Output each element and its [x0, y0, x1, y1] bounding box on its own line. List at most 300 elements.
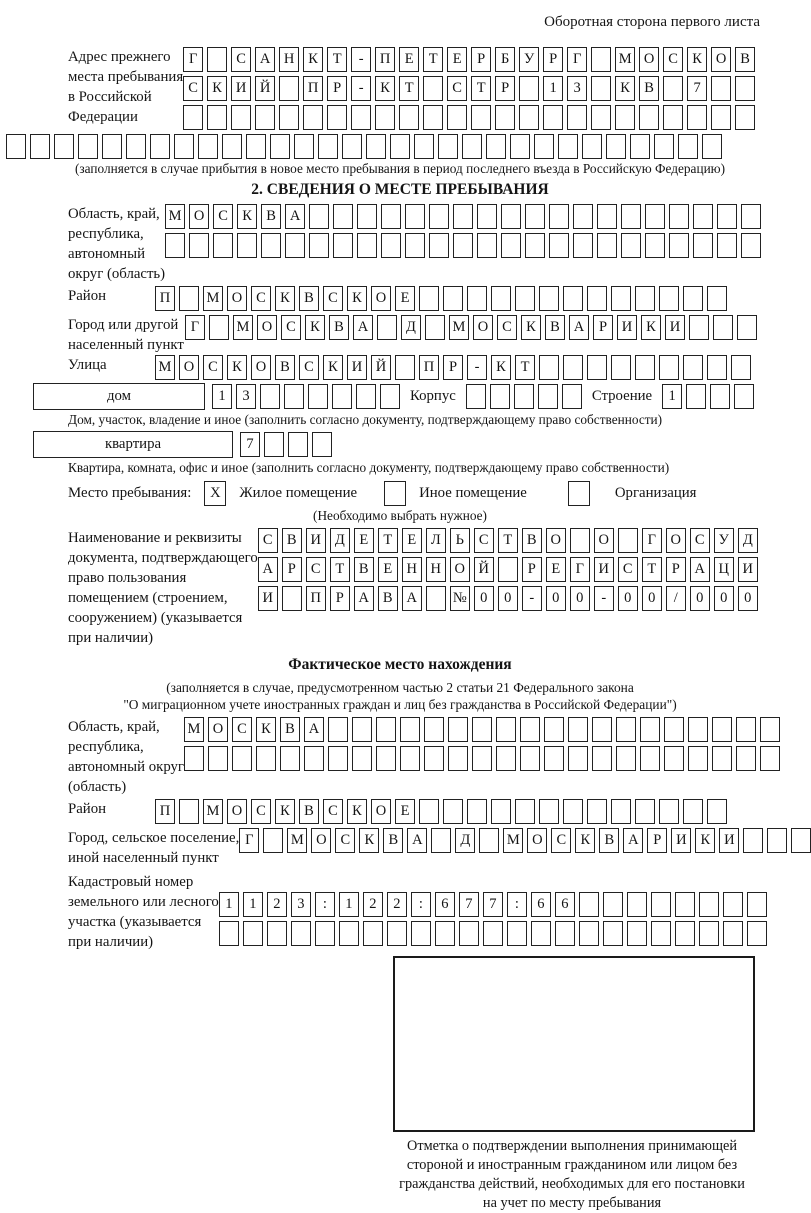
char-box[interactable]	[669, 204, 689, 229]
char-box[interactable]: И	[738, 557, 758, 582]
char-box[interactable]: И	[347, 355, 367, 380]
char-box[interactable]	[425, 315, 445, 340]
char-box[interactable]: 6	[531, 892, 551, 917]
char-box[interactable]	[30, 134, 50, 159]
char-box[interactable]	[664, 746, 684, 771]
char-box[interactable]	[477, 204, 497, 229]
char-box[interactable]	[363, 921, 383, 946]
char-box[interactable]	[426, 586, 446, 611]
char-box[interactable]: Р	[282, 557, 302, 582]
char-box[interactable]	[563, 355, 583, 380]
char-box[interactable]: А	[690, 557, 710, 582]
char-box[interactable]: К	[347, 799, 367, 824]
char-box[interactable]: С	[447, 76, 467, 101]
char-box[interactable]	[209, 315, 229, 340]
char-box[interactable]: А	[304, 717, 324, 742]
char-box[interactable]	[723, 921, 743, 946]
char-box[interactable]	[651, 921, 671, 946]
char-box[interactable]	[693, 233, 713, 258]
char-box[interactable]	[591, 47, 611, 72]
char-box[interactable]: В	[378, 586, 398, 611]
char-box[interactable]	[597, 204, 617, 229]
char-box[interactable]: 0	[498, 586, 518, 611]
char-box[interactable]: О	[208, 717, 228, 742]
char-box[interactable]	[659, 286, 679, 311]
char-box[interactable]	[563, 286, 583, 311]
char-box[interactable]: М	[184, 717, 204, 742]
char-box[interactable]: К	[615, 76, 635, 101]
char-box[interactable]	[303, 105, 323, 130]
char-box[interactable]	[395, 355, 415, 380]
char-box[interactable]	[611, 799, 631, 824]
char-box[interactable]	[419, 799, 439, 824]
char-box[interactable]	[686, 384, 706, 409]
char-box[interactable]: Д	[401, 315, 421, 340]
char-box[interactable]: Т	[423, 47, 443, 72]
char-box[interactable]: М	[203, 286, 223, 311]
char-box[interactable]: Р	[327, 76, 347, 101]
char-box[interactable]: П	[303, 76, 323, 101]
char-box[interactable]	[760, 717, 780, 742]
char-box[interactable]: С	[618, 557, 638, 582]
char-box[interactable]	[390, 134, 410, 159]
char-box[interactable]	[246, 134, 266, 159]
char-box[interactable]: М	[233, 315, 253, 340]
char-box[interactable]	[435, 921, 455, 946]
char-box[interactable]: К	[275, 286, 295, 311]
char-box[interactable]: О	[666, 528, 686, 553]
char-box[interactable]	[423, 105, 443, 130]
checkbox-organization[interactable]	[568, 481, 590, 506]
char-box[interactable]: П	[419, 355, 439, 380]
char-box[interactable]: И	[231, 76, 251, 101]
char-box[interactable]: Т	[498, 528, 518, 553]
char-box[interactable]: А	[623, 828, 643, 853]
char-box[interactable]	[683, 286, 703, 311]
char-box[interactable]	[405, 233, 425, 258]
char-box[interactable]: 3	[236, 384, 256, 409]
char-box[interactable]: И	[594, 557, 614, 582]
char-box[interactable]: С	[299, 355, 319, 380]
char-box[interactable]	[423, 76, 443, 101]
char-box[interactable]: -	[522, 586, 542, 611]
char-box[interactable]	[282, 586, 302, 611]
char-box[interactable]: М	[503, 828, 523, 853]
char-box[interactable]	[219, 921, 239, 946]
char-box[interactable]	[376, 746, 396, 771]
char-box[interactable]: О	[311, 828, 331, 853]
char-box[interactable]	[267, 921, 287, 946]
char-box[interactable]	[525, 233, 545, 258]
char-box[interactable]: А	[255, 47, 275, 72]
char-box[interactable]	[558, 134, 578, 159]
char-box[interactable]	[237, 233, 257, 258]
char-box[interactable]	[645, 204, 665, 229]
char-box[interactable]: 0	[570, 586, 590, 611]
char-box[interactable]	[256, 746, 276, 771]
char-box[interactable]: В	[275, 355, 295, 380]
char-box[interactable]	[507, 921, 527, 946]
char-box[interactable]	[635, 286, 655, 311]
char-box[interactable]: В	[599, 828, 619, 853]
char-box[interactable]	[222, 134, 242, 159]
char-box[interactable]: С	[323, 286, 343, 311]
char-box[interactable]: Т	[471, 76, 491, 101]
char-box[interactable]	[54, 134, 74, 159]
char-box[interactable]: С	[335, 828, 355, 853]
char-box[interactable]: О	[251, 355, 271, 380]
char-box[interactable]	[767, 828, 787, 853]
char-box[interactable]	[627, 921, 647, 946]
char-box[interactable]	[400, 746, 420, 771]
char-box[interactable]: У	[519, 47, 539, 72]
char-box[interactable]	[232, 746, 252, 771]
char-box[interactable]	[438, 134, 458, 159]
char-box[interactable]: Р	[647, 828, 667, 853]
char-box[interactable]: О	[179, 355, 199, 380]
char-box[interactable]: О	[594, 528, 614, 553]
char-box[interactable]: 3	[291, 892, 311, 917]
char-box[interactable]	[711, 76, 731, 101]
char-box[interactable]: 0	[474, 586, 494, 611]
char-box[interactable]	[448, 746, 468, 771]
char-box[interactable]	[520, 746, 540, 771]
char-box[interactable]	[713, 315, 733, 340]
char-box[interactable]: В	[639, 76, 659, 101]
char-box[interactable]: В	[383, 828, 403, 853]
char-box[interactable]	[689, 315, 709, 340]
char-box[interactable]: И	[719, 828, 739, 853]
char-box[interactable]	[207, 105, 227, 130]
char-box[interactable]	[573, 204, 593, 229]
char-box[interactable]	[213, 233, 233, 258]
char-box[interactable]	[683, 355, 703, 380]
char-box[interactable]	[381, 233, 401, 258]
char-box[interactable]: 0	[690, 586, 710, 611]
char-box[interactable]	[231, 105, 251, 130]
char-box[interactable]	[544, 746, 564, 771]
char-box[interactable]	[179, 286, 199, 311]
char-box[interactable]	[597, 233, 617, 258]
char-box[interactable]	[150, 134, 170, 159]
char-box[interactable]	[645, 233, 665, 258]
char-box[interactable]: Г	[183, 47, 203, 72]
char-box[interactable]	[539, 799, 559, 824]
char-box[interactable]	[747, 892, 767, 917]
char-box[interactable]: С	[213, 204, 233, 229]
char-box[interactable]: Р	[543, 47, 563, 72]
char-box[interactable]: Р	[593, 315, 613, 340]
char-box[interactable]: М	[155, 355, 175, 380]
char-box[interactable]: М	[287, 828, 307, 853]
char-box[interactable]: О	[546, 528, 566, 553]
char-box[interactable]	[678, 134, 698, 159]
char-box[interactable]: А	[354, 586, 374, 611]
char-box[interactable]	[357, 233, 377, 258]
char-box[interactable]	[270, 134, 290, 159]
char-box[interactable]: Т	[399, 76, 419, 101]
char-box[interactable]	[352, 717, 372, 742]
char-box[interactable]	[309, 204, 329, 229]
char-box[interactable]	[304, 746, 324, 771]
char-box[interactable]	[734, 384, 754, 409]
char-box[interactable]	[279, 76, 299, 101]
char-box[interactable]: О	[371, 799, 391, 824]
char-box[interactable]	[356, 384, 376, 409]
char-box[interactable]	[431, 828, 451, 853]
char-box[interactable]: О	[189, 204, 209, 229]
char-box[interactable]: :	[315, 892, 335, 917]
char-box[interactable]: Й	[255, 76, 275, 101]
char-box[interactable]	[453, 233, 473, 258]
char-box[interactable]	[183, 105, 203, 130]
char-box[interactable]	[387, 921, 407, 946]
char-box[interactable]: М	[615, 47, 635, 72]
char-box[interactable]: У	[714, 528, 734, 553]
char-box[interactable]	[736, 746, 756, 771]
char-box[interactable]: О	[450, 557, 470, 582]
char-box[interactable]	[717, 204, 737, 229]
char-box[interactable]	[544, 717, 564, 742]
char-box[interactable]	[207, 47, 227, 72]
char-box[interactable]	[414, 134, 434, 159]
char-box[interactable]: В	[299, 799, 319, 824]
char-box[interactable]	[592, 717, 612, 742]
char-box[interactable]	[477, 233, 497, 258]
char-box[interactable]: Г	[239, 828, 259, 853]
char-box[interactable]	[515, 799, 535, 824]
char-box[interactable]	[495, 105, 515, 130]
char-box[interactable]	[568, 746, 588, 771]
char-box[interactable]	[333, 233, 353, 258]
char-box[interactable]	[669, 233, 689, 258]
char-box[interactable]	[448, 717, 468, 742]
char-box[interactable]: -	[467, 355, 487, 380]
char-box[interactable]	[496, 717, 516, 742]
char-box[interactable]	[261, 233, 281, 258]
char-box[interactable]	[640, 746, 660, 771]
char-box[interactable]: К	[521, 315, 541, 340]
checkbox-other-premise[interactable]	[384, 481, 406, 506]
char-box[interactable]	[616, 746, 636, 771]
char-box[interactable]	[687, 105, 707, 130]
char-box[interactable]	[736, 717, 756, 742]
char-box[interactable]: Е	[378, 557, 398, 582]
char-box[interactable]	[630, 134, 650, 159]
char-box[interactable]	[699, 921, 719, 946]
char-box[interactable]	[318, 134, 338, 159]
char-box[interactable]	[491, 286, 511, 311]
char-box[interactable]	[683, 799, 703, 824]
char-box[interactable]	[616, 717, 636, 742]
char-box[interactable]: 7	[687, 76, 707, 101]
char-box[interactable]: О	[527, 828, 547, 853]
char-box[interactable]	[285, 233, 305, 258]
char-box[interactable]: С	[690, 528, 710, 553]
char-box[interactable]: С	[251, 286, 271, 311]
char-box[interactable]	[531, 921, 551, 946]
char-box[interactable]	[587, 355, 607, 380]
char-box[interactable]	[399, 105, 419, 130]
char-box[interactable]	[563, 799, 583, 824]
char-box[interactable]	[332, 384, 352, 409]
char-box[interactable]	[380, 384, 400, 409]
char-box[interactable]	[707, 799, 727, 824]
char-box[interactable]	[735, 76, 755, 101]
char-box[interactable]: К	[227, 355, 247, 380]
char-box[interactable]	[555, 921, 575, 946]
char-box[interactable]	[707, 355, 727, 380]
char-box[interactable]: О	[711, 47, 731, 72]
char-box[interactable]	[562, 384, 582, 409]
char-box[interactable]	[735, 105, 755, 130]
char-box[interactable]	[291, 921, 311, 946]
char-box[interactable]	[280, 746, 300, 771]
char-box[interactable]: Е	[395, 799, 415, 824]
char-box[interactable]	[486, 134, 506, 159]
char-box[interactable]	[519, 105, 539, 130]
char-box[interactable]: И	[671, 828, 691, 853]
char-box[interactable]	[737, 315, 757, 340]
char-box[interactable]	[573, 233, 593, 258]
char-box[interactable]: 7	[459, 892, 479, 917]
char-box[interactable]	[6, 134, 26, 159]
char-box[interactable]	[621, 233, 641, 258]
char-box[interactable]	[579, 921, 599, 946]
char-box[interactable]	[466, 384, 486, 409]
char-box[interactable]	[639, 105, 659, 130]
char-box[interactable]: 1	[219, 892, 239, 917]
char-box[interactable]: К	[207, 76, 227, 101]
char-box[interactable]	[520, 717, 540, 742]
char-box[interactable]: П	[306, 586, 326, 611]
char-box[interactable]: Е	[354, 528, 374, 553]
char-box[interactable]	[490, 384, 510, 409]
char-box[interactable]	[651, 892, 671, 917]
char-box[interactable]	[543, 105, 563, 130]
char-box[interactable]	[688, 746, 708, 771]
char-box[interactable]: С	[203, 355, 223, 380]
char-box[interactable]	[405, 204, 425, 229]
char-box[interactable]	[312, 432, 332, 457]
char-box[interactable]: С	[281, 315, 301, 340]
char-box[interactable]: /	[666, 586, 686, 611]
char-box[interactable]: Л	[426, 528, 446, 553]
char-box[interactable]	[712, 717, 732, 742]
char-box[interactable]: О	[227, 799, 247, 824]
checkbox-residential[interactable]: X	[204, 481, 226, 506]
char-box[interactable]	[366, 134, 386, 159]
char-box[interactable]: Й	[371, 355, 391, 380]
char-box[interactable]	[635, 799, 655, 824]
char-box[interactable]: 1	[662, 384, 682, 409]
char-box[interactable]: :	[507, 892, 527, 917]
char-box[interactable]	[424, 717, 444, 742]
char-box[interactable]: Р	[522, 557, 542, 582]
char-box[interactable]	[570, 528, 590, 553]
char-box[interactable]	[483, 921, 503, 946]
char-box[interactable]: Е	[399, 47, 419, 72]
char-box[interactable]: Г	[567, 47, 587, 72]
char-box[interactable]: Д	[330, 528, 350, 553]
char-box[interactable]: Т	[515, 355, 535, 380]
char-box[interactable]	[675, 892, 695, 917]
char-box[interactable]: Р	[495, 76, 515, 101]
char-box[interactable]	[184, 746, 204, 771]
char-box[interactable]: П	[375, 47, 395, 72]
char-box[interactable]	[568, 717, 588, 742]
char-box[interactable]: 0	[642, 586, 662, 611]
char-box[interactable]	[78, 134, 98, 159]
char-box[interactable]	[279, 105, 299, 130]
char-box[interactable]: Б	[495, 47, 515, 72]
char-box[interactable]	[443, 799, 463, 824]
char-box[interactable]	[663, 105, 683, 130]
char-box[interactable]	[429, 204, 449, 229]
char-box[interactable]: 7	[483, 892, 503, 917]
char-box[interactable]	[534, 134, 554, 159]
char-box[interactable]: К	[237, 204, 257, 229]
char-box[interactable]: Н	[279, 47, 299, 72]
char-box[interactable]: К	[575, 828, 595, 853]
char-box[interactable]	[741, 233, 761, 258]
char-box[interactable]	[375, 105, 395, 130]
char-box[interactable]: О	[257, 315, 277, 340]
char-box[interactable]	[611, 286, 631, 311]
char-box[interactable]	[693, 204, 713, 229]
char-box[interactable]: К	[359, 828, 379, 853]
char-box[interactable]: Т	[327, 47, 347, 72]
char-box[interactable]: О	[639, 47, 659, 72]
char-box[interactable]: И	[617, 315, 637, 340]
char-box[interactable]: К	[491, 355, 511, 380]
char-box[interactable]: В	[261, 204, 281, 229]
char-box[interactable]	[459, 921, 479, 946]
char-box[interactable]: Р	[471, 47, 491, 72]
char-box[interactable]: О	[371, 286, 391, 311]
char-box[interactable]	[539, 286, 559, 311]
char-box[interactable]: Т	[642, 557, 662, 582]
char-box[interactable]	[515, 286, 535, 311]
char-box[interactable]: К	[641, 315, 661, 340]
char-box[interactable]	[618, 528, 638, 553]
char-box[interactable]: 1	[339, 892, 359, 917]
char-box[interactable]	[462, 134, 482, 159]
char-box[interactable]: 2	[387, 892, 407, 917]
char-box[interactable]: Т	[330, 557, 350, 582]
char-box[interactable]	[723, 892, 743, 917]
char-box[interactable]	[471, 105, 491, 130]
char-box[interactable]: П	[155, 286, 175, 311]
char-box[interactable]	[791, 828, 811, 853]
char-box[interactable]: 1	[543, 76, 563, 101]
char-box[interactable]	[174, 134, 194, 159]
char-box[interactable]: 0	[546, 586, 566, 611]
char-box[interactable]	[357, 204, 377, 229]
char-box[interactable]	[328, 717, 348, 742]
char-box[interactable]: О	[227, 286, 247, 311]
char-box[interactable]	[699, 892, 719, 917]
char-box[interactable]	[702, 134, 722, 159]
char-box[interactable]	[627, 892, 647, 917]
char-box[interactable]: -	[351, 47, 371, 72]
char-box[interactable]	[284, 384, 304, 409]
char-box[interactable]: К	[347, 286, 367, 311]
char-box[interactable]	[741, 204, 761, 229]
char-box[interactable]: К	[323, 355, 343, 380]
char-box[interactable]	[549, 204, 569, 229]
char-box[interactable]	[501, 204, 521, 229]
